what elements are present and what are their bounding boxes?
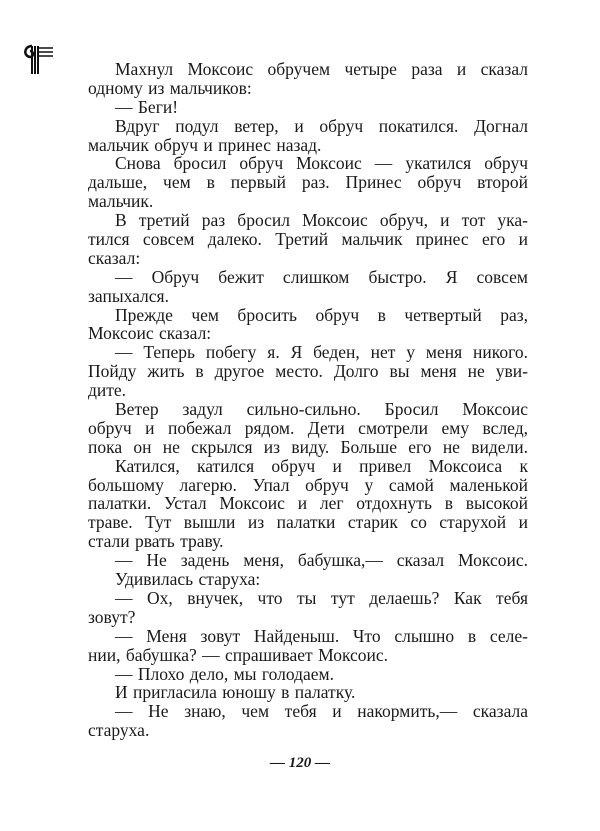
text-line: большому лагерю. Упал обруч у самой маленькой — [88, 474, 528, 495]
text-line: Ветер задул сильно-сильно. Бросил Моксоис — [115, 399, 528, 420]
text-line: — Плохо дело, мы голодаем. — [115, 663, 335, 684]
text-line: Удивилась старуха: — [115, 569, 261, 590]
text-line: — Меня зовут Найденыш. Что слышно в селе- — [115, 625, 528, 646]
text-line: дальше, чем в первый раз. Принес обруч второй — [88, 172, 528, 193]
text-line: старуха. — [88, 720, 150, 741]
text-line: мальчик. — [88, 191, 154, 212]
text-line: запыхался. — [88, 285, 169, 306]
text-line: зовут? — [88, 606, 136, 627]
text-line: Прежде чем бросить обруч в четвертый раз, — [115, 304, 528, 325]
text-line: — Беги! — [115, 96, 179, 117]
text-line: палатки. Устал Моксоис и лег отдохнуть в высокой — [88, 493, 528, 514]
text-line: пока он не скрылся из виду. Больше его не видели. — [88, 436, 528, 457]
text-line: дите. — [88, 380, 127, 401]
page-number: — 120 — — [270, 755, 330, 771]
text-line: — Не задень меня, бабушка,— сказал Моксоис. — [115, 550, 528, 571]
text-line: — Теперь побегу я. Я беден, нет у меня никого. — [115, 342, 528, 363]
text-line: В третий раз бросил Моксоис обруч, и тот ука- — [115, 210, 528, 231]
text-line: — Обруч бежит слишком быстро. Я совсем — [115, 266, 528, 287]
text-line: нии, бабушка? — спрашивает Моксоис. — [88, 644, 389, 665]
chapter-ornament-icon — [20, 40, 54, 76]
text-line: Пойду жить в другое место. Долго вы меня не уви- — [88, 361, 528, 382]
text-line: Вдруг подул ветер, и обруч покатился. Догнал — [115, 115, 528, 136]
text-line: траве. Тут вышли из палатки старик со старухой и — [88, 512, 528, 533]
text-line: мальчик обруч и принес назад. — [88, 134, 322, 155]
text-line: — Не знаю, чем тебя и накормить,— сказала — [115, 701, 528, 722]
text-line: одному из мальчиков: — [88, 77, 252, 98]
text-line: Катился, катился обруч и привел Моксоиса к — [115, 455, 528, 476]
page-body-text — [88, 60, 528, 740]
text-line: обруч и побежал рядом. Дети смотрели ему вслед, — [88, 417, 528, 438]
text-line: — Ох, внучек, что ты тут делаешь? Как тебя — [115, 587, 528, 608]
text-line: Махнул Моксоис обручем четыре раза и сказал — [115, 59, 528, 79]
text-line: тился совсем далеко. Третий мальчик принес его и — [88, 229, 528, 250]
text-line: Снова бросил обруч Моксоис — укатился обруч — [115, 153, 528, 174]
text-line: сказал: — [88, 247, 141, 268]
text-line: стали рвать траву. — [88, 531, 224, 552]
text-line: Моксоис сказал: — [88, 323, 212, 344]
text-line: И пригласила юношу в палатку. — [115, 682, 356, 703]
